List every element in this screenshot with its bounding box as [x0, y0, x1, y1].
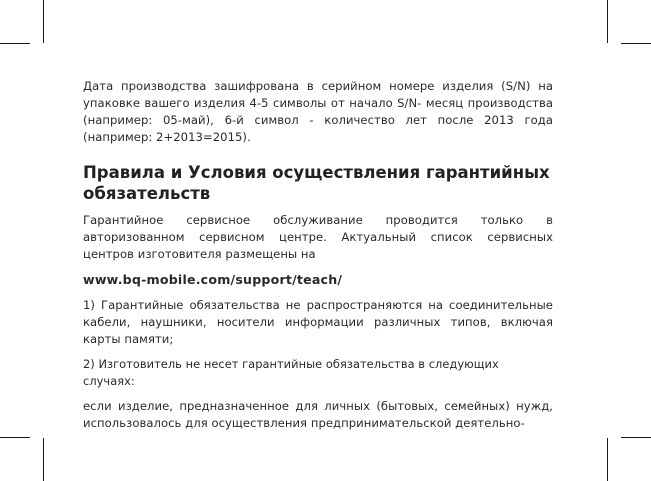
crop-mark-top-left-horizontal	[0, 43, 30, 44]
document-body	[83, 78, 553, 440]
support-url: www.bq-mobile.com/support/teach/	[83, 272, 343, 287]
crop-mark-top-left-vertical	[43, 0, 44, 43]
crop-mark-bottom-left-horizontal	[0, 437, 30, 438]
service-paragraph: Гарантийное сервисное обслуживание проводится только в авторизованном сервисном центре. Актуальный список сервисных центров изготовителя размещены на	[83, 213, 553, 261]
intro-paragraph: Дата производства зашифрована в серийном номере изделия (S/N) на упаковке вашего изделия 4-5 символы от начало S/N- месяц производства (например: 05-май), 6-й символ - количество лет после 2013 года (например: 2+2013=2015).	[83, 79, 553, 144]
list-item-1: 1) Гарантийные обязательства не распространяются на соединительные кабели, наушники, носители информации различных типов, включая карты памяти;	[83, 298, 553, 346]
case-paragraph: если изделие, предназначенное для личных (бытовых, семейных) нужд, использовалось для осуществления предпринимательской деятельно-	[83, 399, 553, 430]
crop-mark-top-right-vertical	[607, 0, 608, 43]
list-item-2: 2) Изготовитель не несет гарантийные обязательства в следующих случаях:	[83, 357, 499, 388]
crop-mark-top-right-horizontal	[621, 43, 651, 44]
crop-mark-bottom-left-vertical	[43, 438, 44, 481]
section-heading: Правила и Условия осуществления гарантийных обязательств	[83, 163, 550, 203]
crop-mark-bottom-right-horizontal	[621, 437, 651, 438]
crop-mark-bottom-right-vertical	[607, 438, 608, 481]
